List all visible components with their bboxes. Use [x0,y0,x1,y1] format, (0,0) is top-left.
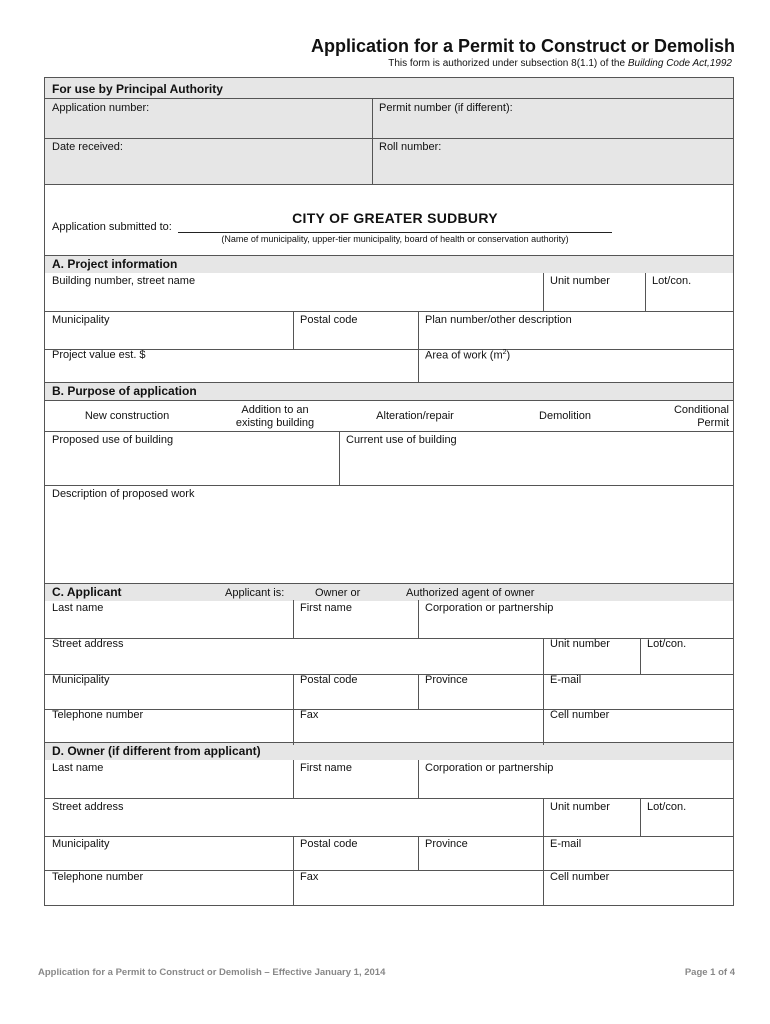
purpose-new-construction[interactable]: New construction [84,410,170,422]
divider [293,760,294,798]
owner-cell-field[interactable]: Cell number [550,871,610,883]
divider [45,583,733,584]
applicant-agent-option[interactable]: Authorized agent of owner [406,587,535,599]
divider [45,836,733,837]
project-unit-number-field[interactable]: Unit number [550,275,610,287]
applicant-province-field[interactable]: Province [425,674,468,686]
divider [543,638,544,674]
divider [45,742,733,743]
divider [640,638,641,674]
divider [45,798,733,799]
purpose-addition-line2[interactable]: existing building [235,417,315,429]
owner-unit-number-field[interactable]: Unit number [550,801,610,813]
purpose-addition-line1[interactable]: Addition to an [241,404,309,416]
project-lot-con-field[interactable]: Lot/con. [652,275,692,287]
divider [45,138,733,139]
divider [418,311,419,382]
purpose-conditional-line1[interactable]: Conditional [673,404,729,416]
divider [418,836,419,870]
divider [45,400,733,401]
building-street-field[interactable]: Building number, street name [52,275,196,287]
applicant-corporation-field[interactable]: Corporation or partnership [425,602,554,614]
divider [543,798,544,836]
area-superscript: 2 [502,349,507,356]
project-municipality-field[interactable]: Municipality [52,314,110,326]
applicant-last-name-field[interactable]: Last name [52,602,104,614]
divider [293,311,294,349]
application-number-field[interactable]: Application number: [52,102,150,114]
owner-fax-field[interactable]: Fax [300,871,319,883]
form-subtitle [388,58,732,69]
authority-heading: For use by Principal Authority [52,82,223,96]
owner-heading: D. Owner (if different from applicant) [52,744,261,758]
owner-municipality-field[interactable]: Municipality [52,838,110,850]
roll-number-field[interactable]: Roll number: [379,141,442,153]
divider [45,870,733,871]
permit-number-field[interactable]: Permit number (if different): [379,102,513,114]
purpose-heading: B. Purpose of application [52,384,197,398]
submitted-to-label: Application submitted to: [52,221,172,233]
applicant-is-label: Applicant is: [225,587,285,599]
divider [339,431,340,485]
purpose-conditional-line2[interactable]: Permit [697,417,729,429]
applicant-telephone-field[interactable]: Telephone number [52,709,144,721]
proposed-use-field[interactable]: Proposed use of building [52,434,174,446]
divider [293,600,294,638]
description-field[interactable]: Description of proposed work [52,488,195,500]
divider [640,798,641,836]
applicant-heading: C. Applicant [52,585,122,599]
applicant-lot-con-field[interactable]: Lot/con. [647,638,687,650]
applicant-unit-number-field[interactable]: Unit number [550,638,610,650]
divider [45,98,733,99]
footer-document-title: Application for a Permit to Construct or Demolish – Effective January 1, 2014 [38,967,386,978]
owner-first-name-field[interactable]: First name [300,762,352,774]
owner-lot-con-field[interactable]: Lot/con. [647,801,687,813]
date-received-field[interactable]: Date received: [52,141,123,153]
applicant-email-field[interactable]: E-mail [550,674,582,686]
applicant-street-field[interactable]: Street address [52,638,124,650]
project-value-field[interactable]: Project value est. $ [52,349,146,361]
divider [45,184,733,185]
purpose-demolition[interactable]: Demolition [539,410,591,422]
project-postal-code-field[interactable]: Postal code [300,314,358,326]
applicant-municipality-field[interactable]: Municipality [52,674,110,686]
owner-telephone-field[interactable]: Telephone number [52,871,144,883]
owner-province-field[interactable]: Province [425,838,468,850]
owner-corporation-field[interactable]: Corporation or partnership [425,762,554,774]
divider [45,311,733,312]
subtitle-text: This form is authorized under subsection 8(1.1) of the [388,58,628,69]
form-title: Application for a Permit to Construct or Demolish [310,36,735,56]
area-of-work-field[interactable] [425,349,510,362]
divider [45,674,733,675]
project-heading: A. Project information [52,257,178,271]
purpose-alteration-repair[interactable]: Alteration/repair [376,410,454,422]
divider [45,255,733,256]
divider [293,836,294,906]
owner-street-field[interactable]: Street address [52,801,124,813]
plan-number-field[interactable]: Plan number/other description [425,314,572,326]
divider [45,485,733,486]
divider [45,638,733,639]
owner-last-name-field[interactable]: Last name [52,762,104,774]
divider [45,709,733,710]
divider [543,836,544,906]
municipality-underline [178,232,612,233]
applicant-header-shade [45,583,733,601]
municipality-value[interactable]: CITY OF GREATER SUDBURY [292,210,498,226]
subtitle-act: Building Code Act,1992 [627,58,732,69]
divider [45,349,733,350]
divider [372,98,373,184]
owner-email-field[interactable]: E-mail [550,838,582,850]
form-frame [44,77,734,906]
applicant-postal-code-field[interactable]: Postal code [300,674,358,686]
divider [543,273,544,311]
footer-page-number: Page 1 of 4 [684,967,735,978]
divider [418,600,419,638]
divider [45,382,733,383]
divider [45,431,733,432]
applicant-first-name-field[interactable]: First name [300,602,352,614]
applicant-fax-field[interactable]: Fax [300,709,319,721]
municipality-caption: (Name of municipality, upper-tier municipality, board of health or conservation authority) [221,234,569,244]
area-close: ) [506,349,511,362]
area-label: Area of work (m [425,349,503,362]
applicant-cell-field[interactable]: Cell number [550,709,610,721]
divider [645,273,646,311]
divider [418,674,419,709]
owner-postal-code-field[interactable]: Postal code [300,838,358,850]
divider [418,760,419,798]
current-use-field[interactable]: Current use of building [346,434,457,446]
applicant-owner-option[interactable]: Owner or [315,587,361,599]
